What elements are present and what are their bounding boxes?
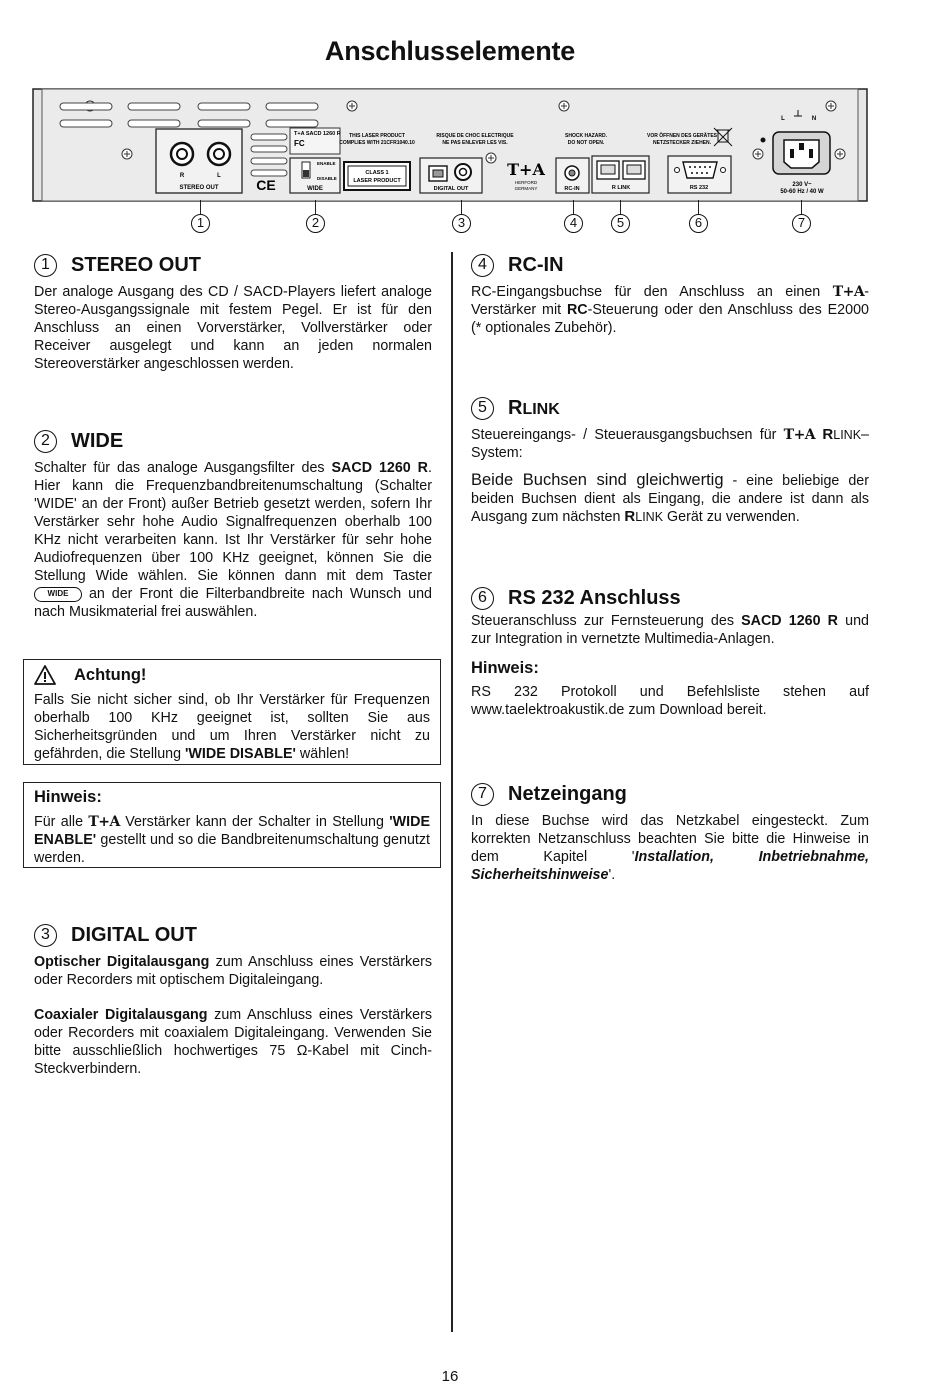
herford-label: HERFORD <box>514 180 538 185</box>
hinweis-title: Hinweis: <box>34 787 102 806</box>
callout-1: 1 <box>191 214 210 233</box>
callout-7: 7 <box>792 214 811 233</box>
rs232-text: Steueranschluss zur Fernsteuerung des SACD 1260 R und zur Integration in vernetzte Multimedia-Anlagen. <box>471 613 869 647</box>
hinweis-text: Für alle T+A Verstärker kann der Schalter in Stellung 'WIDE ENABLE' gestellt und so die Bandbreitenumschaltung genutzt werden. <box>34 814 430 866</box>
ce-mark: CE <box>256 177 276 193</box>
wide-label: WIDE <box>307 186 323 192</box>
rc-in-label: RC-IN <box>564 186 580 192</box>
brand-logo: T+A <box>88 814 120 830</box>
laser-note-2: COMPLIES WITH 21CFR1040.10 <box>339 140 415 146</box>
stereo-out-text: Der analoge Ausgang des CD / SACD-Players liefert analoge Stereo-Ausgangssignale mit festem Pegel. Er ist für den Anschluss an einen Vorverstärker, Vollverstärker oder Receiver ausgelegt und kann an jeden normalen Stereoverstärker angeschlossen werden. <box>34 284 432 372</box>
brand-logo: T+A <box>507 160 545 179</box>
power-rating-1: 230 V~ <box>792 182 812 188</box>
callout-6: 6 <box>689 214 708 233</box>
enable-label: ENABLE <box>317 161 336 166</box>
warning-box <box>23 659 441 765</box>
callout-2: 2 <box>306 214 325 233</box>
section-title: RC-IN <box>508 253 564 276</box>
section-rc-in <box>471 252 869 337</box>
germany-label: GERMANY <box>514 186 538 191</box>
section-number: 1 <box>34 254 57 277</box>
warning-triangle-icon <box>34 665 56 685</box>
brand-logo: T+A <box>832 284 865 300</box>
section-title: RLINK <box>508 396 560 419</box>
rlink-label: R LINK <box>611 185 631 191</box>
callout-row <box>0 200 950 240</box>
section-rlink <box>471 395 869 526</box>
section-title: Netzeingang <box>508 782 627 805</box>
section-number: 7 <box>471 783 494 806</box>
class1-line2: LASER PRODUCT <box>353 178 401 184</box>
shock-note-1: SHOCK HAZARD. <box>565 133 607 139</box>
section-title: STEREO OUT <box>71 253 202 276</box>
netz-note-1: VOR ÖFFNEN DES GERÄTES <box>646 133 718 139</box>
page-number: 16 <box>441 1368 459 1384</box>
coaxial-text: Coaxialer Digitalausgang zum Anschluss eines Verstärkers oder Recorders mit coaxialem Digitaleingang. Verwenden Sie bitte ausschließlich hochwertiges 75 Ω-Kabel mit Cinch-Steckverbindern. <box>34 1007 433 1077</box>
rs232-socket-icon <box>683 162 717 178</box>
fcc-logo: FC <box>294 139 305 148</box>
section-rs232 <box>471 585 869 719</box>
section-number: 2 <box>34 430 57 453</box>
rear-panel-diagram <box>32 88 868 203</box>
risque-note-2: NE PAS ENLEVER LES VIS. <box>442 140 508 146</box>
section-wide <box>34 428 432 621</box>
column-divider <box>451 252 453 1332</box>
rs232-label: RS 232 <box>689 185 709 191</box>
stereo-r-label: R <box>179 173 185 179</box>
wide-text: Schalter für das analoge Ausgangsfilter des SACD 1260 R. Hier kann die Frequenzbandbreitenumschaltung (Schalter 'WIDE' an der Front) außer Betrieb gesetzt werden, sofern Ihr Verstärker sehr hohe Audio Signalfrequenzen oberhalb 100 KHz nicht verarbeiten kann. Ist Ihr Verstärker für sehr hohe Audiofrequenzen über 100 KHz geeignet, können Sie die Stellung Wide wählen. Sie können dann mit dem Taster WIDE an der Front die Filterbandbreite nach Wunsch und nach Musikmaterial frei auswählen. <box>34 460 432 620</box>
section-number: 5 <box>471 397 494 420</box>
stereo-out-label: STEREO OUT <box>179 185 219 191</box>
shock-note-2: DO NOT OPEN. <box>567 140 605 146</box>
power-rating-2: 50-60 Hz / 40 W <box>780 189 824 195</box>
netz-note-2: NETZSTECKER ZIEHEN. <box>652 140 712 146</box>
section-digital-out <box>34 922 432 1078</box>
callout-5: 5 <box>611 214 630 233</box>
hinweis-box <box>23 782 441 868</box>
section-title: WIDE <box>71 429 124 452</box>
risque-note-1: RISQUE DE CHOC ELECTRIQUE <box>436 133 514 139</box>
brand-logo: T+A <box>783 427 816 443</box>
rs232-hinweis-text: RS 232 Protokoll und Befehlsliste stehen auf www.taelektroakustik.de zum Download bereit. <box>471 684 869 718</box>
callout-4: 4 <box>564 214 583 233</box>
netzeingang-text: In diese Buchse wird das Netzkabel eingesteckt. Zum korrekten Netzanschluss beachten Sie bitte die Hinweise in dem Kapitel 'Installation, Inbetriebnahme, Sicherheitshinweise'. <box>471 813 869 883</box>
callout-3: 3 <box>452 214 471 233</box>
section-number: 4 <box>471 254 494 277</box>
section-number: 6 <box>471 587 494 610</box>
rlink-text-2: Beide Buchsen sind gleichwertig - eine beliebige der beiden Buchsen dient als Eingang, die andere ist dann als Ausgang zum nächsten RLINK Gerät zu verwenden. <box>471 471 869 525</box>
power-n-label: N <box>811 116 817 122</box>
warning-title: Achtung! <box>74 665 147 684</box>
section-stereo-out <box>34 252 432 373</box>
stereo-l-label: L <box>217 173 221 179</box>
rc-in-text: RC-Eingangsbuchse für den Anschluss an einen T+A-Verstärker mit RC-Steuerung oder den Anschluss des E2000 (* optionales Zubehör). <box>471 284 869 336</box>
section-title: RS 232 Anschluss <box>508 586 681 609</box>
disable-label: DISABLE <box>317 176 337 181</box>
class1-line1: CLASS 1 <box>365 170 389 176</box>
power-l-label: L <box>781 116 785 122</box>
digital-out-label: DIGITAL OUT <box>433 186 469 192</box>
optical-text: Optischer Digitalausgang zum Anschluss eines Verstärkers oder Recorders mit optischem Digitaleingang. <box>34 954 433 988</box>
warning-text: Falls Sie nicht sicher sind, ob Ihr Verstärker für Frequenzen oberhalb 100 KHz geeignet ist, sollten Sie aus Sicherheitsgründen und um Ihren Verstärker nicht zu gefährden, die Stellung 'WIDE DISABLE' wählen! <box>34 692 430 762</box>
model-badge: T+A SACD 1260 R <box>294 131 341 137</box>
section-title: DIGITAL OUT <box>71 923 197 946</box>
section-netzeingang <box>471 781 869 884</box>
wide-button-icon: WIDE <box>34 587 82 602</box>
laser-note-1: THIS LASER PRODUCT <box>349 133 405 139</box>
page-title: Anschlusselemente <box>324 36 576 66</box>
rs232-hinweis-title: Hinweis: <box>471 658 539 677</box>
rlink-text-1: Steuereingangs- / Steuerausgangsbuchsen für T+A RLINK–System: <box>471 426 869 461</box>
section-number: 3 <box>34 924 57 947</box>
